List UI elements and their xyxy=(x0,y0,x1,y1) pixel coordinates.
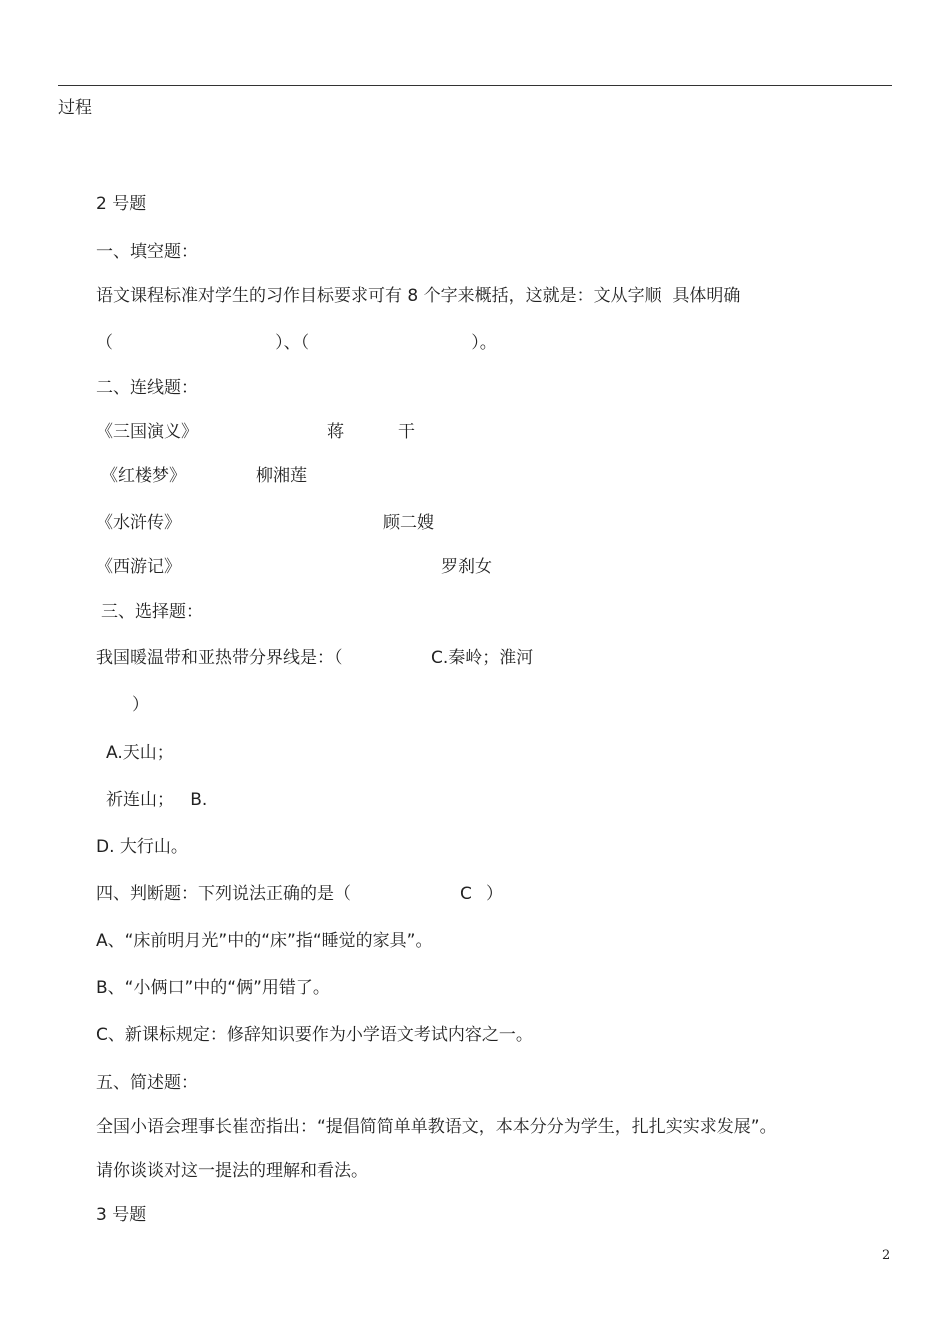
match-book: 《三国演义》 xyxy=(96,422,198,442)
choice-option-d: D. 大行山。 xyxy=(96,837,188,857)
choice-option-a: A.天山； xyxy=(106,743,174,763)
fill-blanks: （ ）、（ ）。 xyxy=(96,333,497,353)
choice-stem: 我国暖温带和亚热带分界线是：（ xyxy=(96,648,343,668)
match-heading: 二、连线题： xyxy=(96,378,198,398)
fill-stem: 语文课程标准对学生的习作目标要求可有 8 个字来概括，这就是：文从字顺 具体明确 xyxy=(96,286,741,306)
choice-option-b: 祈连山； B. xyxy=(106,790,208,810)
match-book: 《红楼梦》 xyxy=(101,466,186,486)
choice-answer: C.秦岭；淮河 xyxy=(431,648,534,668)
match-book: 《西游记》 xyxy=(96,557,181,577)
match-person: 蒋 干 xyxy=(327,422,416,442)
match-book: 《水浒传》 xyxy=(96,513,181,533)
essay-line: 全国小语会理事长崔峦指出：“提倡简简单单教语文，本本分分为学生，扎扎实实求发展”。 xyxy=(96,1117,777,1137)
question-2-title: 2 号题 xyxy=(96,194,147,214)
judge-item: A、“床前明月光”中的“床”指“睡觉的家具”。 xyxy=(96,931,433,951)
judge-item: C、新课标规定：修辞知识要作为小学语文考试内容之一。 xyxy=(96,1025,533,1045)
question-3-title: 3 号题 xyxy=(96,1205,147,1225)
judge-answer: C xyxy=(460,884,472,904)
match-person: 罗刹女 xyxy=(441,557,492,577)
match-person: 顾二嫂 xyxy=(383,513,434,533)
header-rule xyxy=(58,85,892,86)
fill-heading: 一、填空题： xyxy=(96,242,198,262)
judge-heading: 四、判断题：下列说法正确的是（ xyxy=(96,884,351,904)
page-number: 2 xyxy=(882,1248,891,1263)
match-person: 柳湘莲 xyxy=(256,466,307,486)
choice-heading: 三、选择题： xyxy=(101,602,203,622)
choice-close-paren: ） xyxy=(132,695,149,715)
essay-line: 请你谈谈对这一提法的理解和看法。 xyxy=(96,1161,368,1181)
judge-item: B、“小俩口”中的“俩”用错了。 xyxy=(96,978,330,998)
judge-close-paren: ） xyxy=(486,884,503,904)
header-fragment: 过程 xyxy=(58,98,92,118)
essay-heading: 五、简述题： xyxy=(96,1073,198,1093)
